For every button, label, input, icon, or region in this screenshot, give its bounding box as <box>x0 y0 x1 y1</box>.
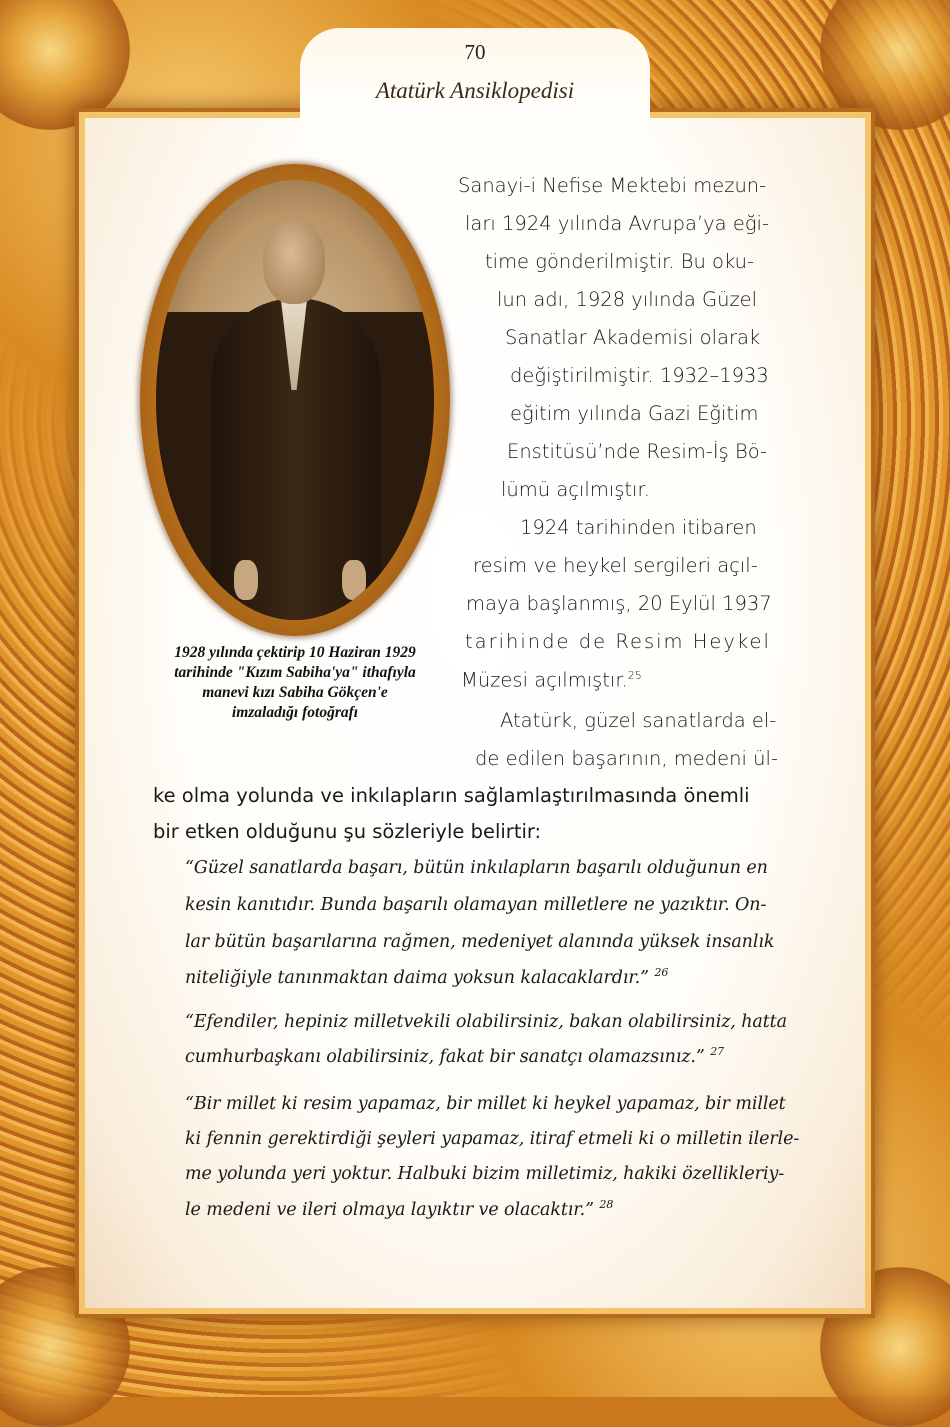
footnote-ref: 25 <box>627 669 642 682</box>
figure-hand-left <box>234 560 258 600</box>
page-number: 70 <box>464 40 486 64</box>
quote-text: le medeni ve ileri olmaya layıktır ve olacaktır.” <box>185 1199 594 1220</box>
footnote-ref: 27 <box>710 1045 725 1058</box>
caption-line: manevi kızı Sabiha Gökçen'e <box>202 684 388 701</box>
quote-line: ki fennin gerektirdiği şeyleri yapamaz, itiraf etmeli ki o milletin ilerle- <box>185 1129 800 1149</box>
body-line-text: Müzesi açılmıştır. <box>461 668 628 692</box>
quote-line: “Güzel sanatlarda başarı, bütün inkılapların başarılı olduğunun en <box>185 858 768 878</box>
quote-line: kesin kanıtıdır. Bunda başarılı olamayan milletlere ne yazıktır. On- <box>185 895 767 915</box>
body-line: bir etken olduğunu şu sözleriyle belirtir: <box>153 820 542 843</box>
corner-ornament-icon <box>0 0 130 130</box>
figure-hand-right <box>342 560 366 600</box>
body-line: lun adı, 1928 yılında Güzel <box>497 288 758 311</box>
quote-line: me yolunda yeri yoktur. Halbuki bizim milletimiz, hakiki özellikleriy- <box>185 1164 785 1184</box>
quote-text: niteliğiyle tanınmaktan daima yoksun kalacaklardır.” <box>185 967 649 988</box>
body-line: resim ve heykel sergileri açıl- <box>473 554 758 577</box>
quote-line <box>185 1045 775 1067</box>
body-line: maya başlanmış, 20 Eylül 1937 <box>466 592 772 615</box>
body-line: de edilen başarının, medeni ül- <box>475 747 778 770</box>
body-line: Sanayi-i Nefise Mektebi mezun- <box>458 174 767 197</box>
quote-line: “Bir millet ki resim yapamaz, bir millet ki heykel yapamaz, bir millet <box>185 1094 786 1114</box>
body-line: time gönderilmiştir. Bu oku- <box>485 250 755 273</box>
photo-caption <box>150 643 440 723</box>
body-line: Sanatlar Akademisi olarak <box>505 326 761 349</box>
body-line: lümü açılmıştır. <box>501 478 650 501</box>
body-line: tarihinde de Resim Heykel <box>465 630 771 653</box>
body-line: 1924 tarihinden itibaren <box>520 516 757 539</box>
body-line: eğitim yılında Gazi Eğitim <box>510 402 759 425</box>
body-line: değiştirilmiştir. 1932–1933 <box>510 364 769 387</box>
body-line: ları 1924 yılında Avrupa’ya eği- <box>465 212 769 235</box>
body-line <box>461 670 642 690</box>
caption-line: tarihinde "Kızım Sabiha'ya" ithafıyla <box>174 664 416 681</box>
footnote-ref: 28 <box>599 1198 614 1211</box>
quote-text: cumhurbaşkanı olabilirsiniz, fakat bir sanatçı olamazsınız.” <box>185 1046 705 1067</box>
corner-ornament-icon <box>820 0 950 130</box>
quote-line: “Efendiler, hepiniz milletvekili olabilirsiniz, bakan olabilirsiniz, hatta <box>185 1012 787 1032</box>
quote-line <box>185 966 775 988</box>
figure-head <box>263 220 325 304</box>
body-line: ke olma yolunda ve inkılapların sağlamlaştırılmasında önemli <box>153 784 750 807</box>
quote-line: lar bütün başarılarına rağmen, medeniyet alanında yüksek insanlık <box>185 932 775 952</box>
portrait-photo <box>156 180 434 620</box>
footnote-ref: 26 <box>654 966 669 979</box>
caption-line: imzaladığı fotoğrafı <box>231 704 359 721</box>
page-title: Atatürk Ansiklopedisi <box>375 78 575 103</box>
quote-line <box>185 1198 775 1220</box>
caption-line: 1928 yılında çektirip 10 Haziran 1929 <box>174 644 416 661</box>
body-line: Atatürk, güzel sanatlarda el- <box>500 709 777 732</box>
body-line: Enstitüsü’nde Resim-İş Bö- <box>507 440 768 463</box>
